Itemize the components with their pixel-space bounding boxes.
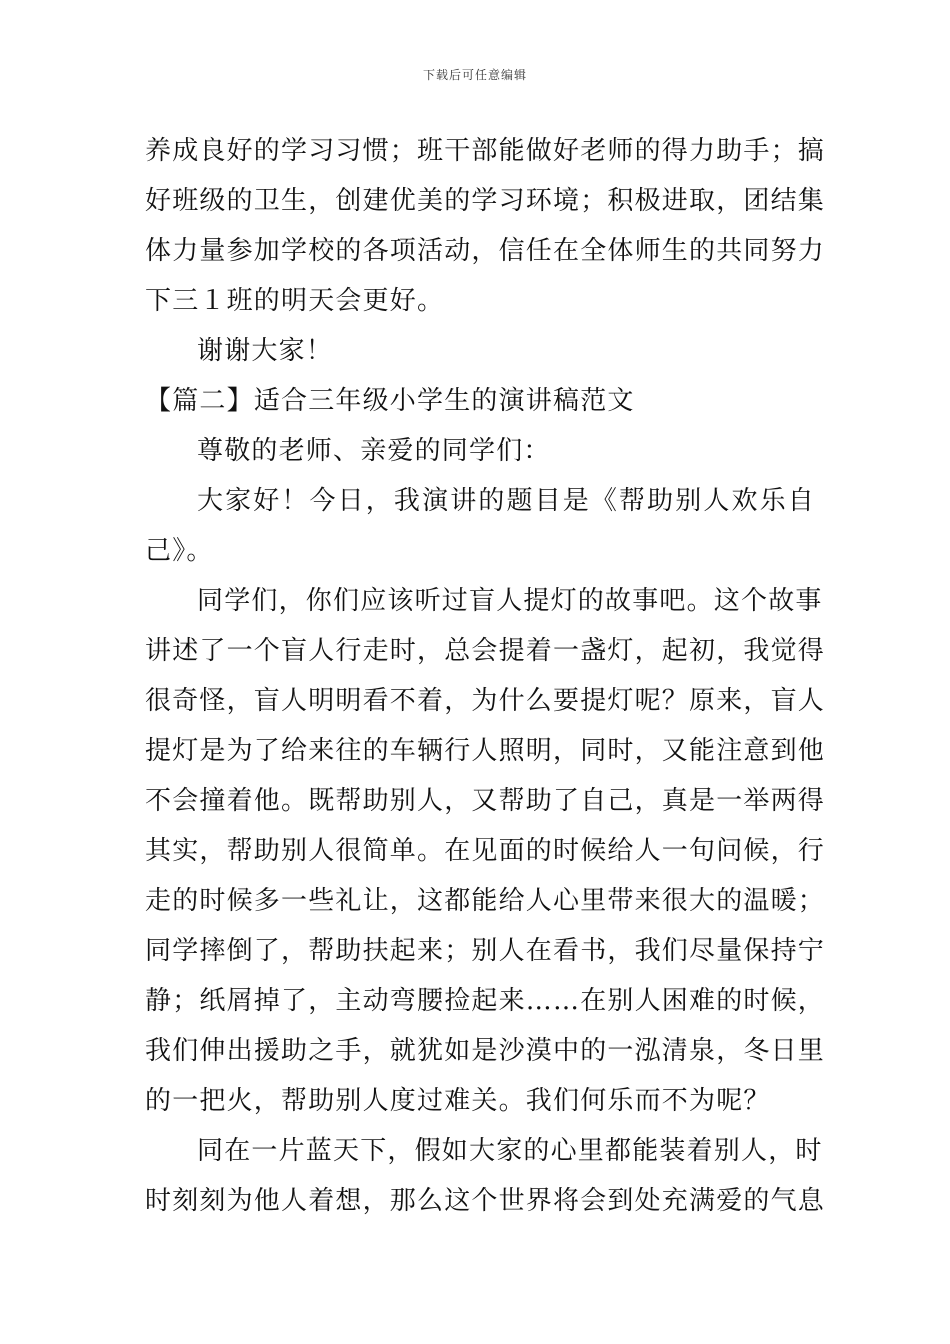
- text-line: 体力量参加学校的各项活动，信任在全体师生的共同努力: [145, 236, 826, 266]
- text-line: 谢谢大家！: [197, 336, 334, 366]
- text-line: 提灯是为了给来往的车辆行人照明，同时，又能注意到他: [145, 736, 826, 766]
- text-line: 同学摔倒了，帮助扶起来；别人在看书，我们尽量保持宁: [145, 936, 826, 966]
- text-line: 好班级的卫生，创建优美的学习环境；积极进取，团结集: [145, 186, 826, 216]
- text-line: 静；纸屑掉了，主动弯腰捡起来……在别人困难的时候，: [145, 986, 826, 1016]
- text-line: 己》。: [145, 536, 214, 566]
- text-line: 讲述了一个盲人行走时，总会提着一盏灯，起初，我觉得: [145, 636, 826, 666]
- text-line: 我们伸出援助之手，就犹如是沙漠中的一泓清泉，冬日里: [145, 1036, 826, 1066]
- text-line: 同在一片蓝天下，假如大家的心里都能装着别人，时: [197, 1136, 823, 1166]
- text-line: 很奇怪，盲人明明看不着，为什么要提灯呢？原来，盲人: [145, 686, 826, 716]
- text-line: 其实，帮助别人很简单。在见面的时候给人一句问候，行: [145, 836, 826, 866]
- text-line: 同学们，你们应该听过盲人提灯的故事吧。这个故事: [197, 586, 823, 616]
- text-line: 大家好！今日，我演讲的题目是《帮助别人欢乐自: [197, 486, 815, 516]
- text-line: 养成良好的学习习惯；班干部能做好老师的得力助手；搞: [145, 136, 826, 166]
- salutation: 尊敬的老师、亲爱的同学们：: [197, 436, 551, 466]
- page-header-note: 下载后可任意编辑: [422, 68, 527, 82]
- section-heading: 【篇二】适合三年级小学生的演讲稿范文: [145, 386, 635, 416]
- text-line: 不会撞着他。既帮助别人，又帮助了自己，真是一举两得: [145, 786, 826, 816]
- text-line: 走的时候多一些礼让，这都能给人心里带来很大的温暖；: [145, 886, 826, 916]
- text-line: 时刻刻为他人着想，那么这个世界将会到处充满爱的气息: [145, 1186, 826, 1216]
- text-line: 的一把火，帮助别人度过难关。我们何乐而不为呢？: [145, 1086, 771, 1116]
- text-line: 下三１班的明天会更好。: [145, 286, 445, 316]
